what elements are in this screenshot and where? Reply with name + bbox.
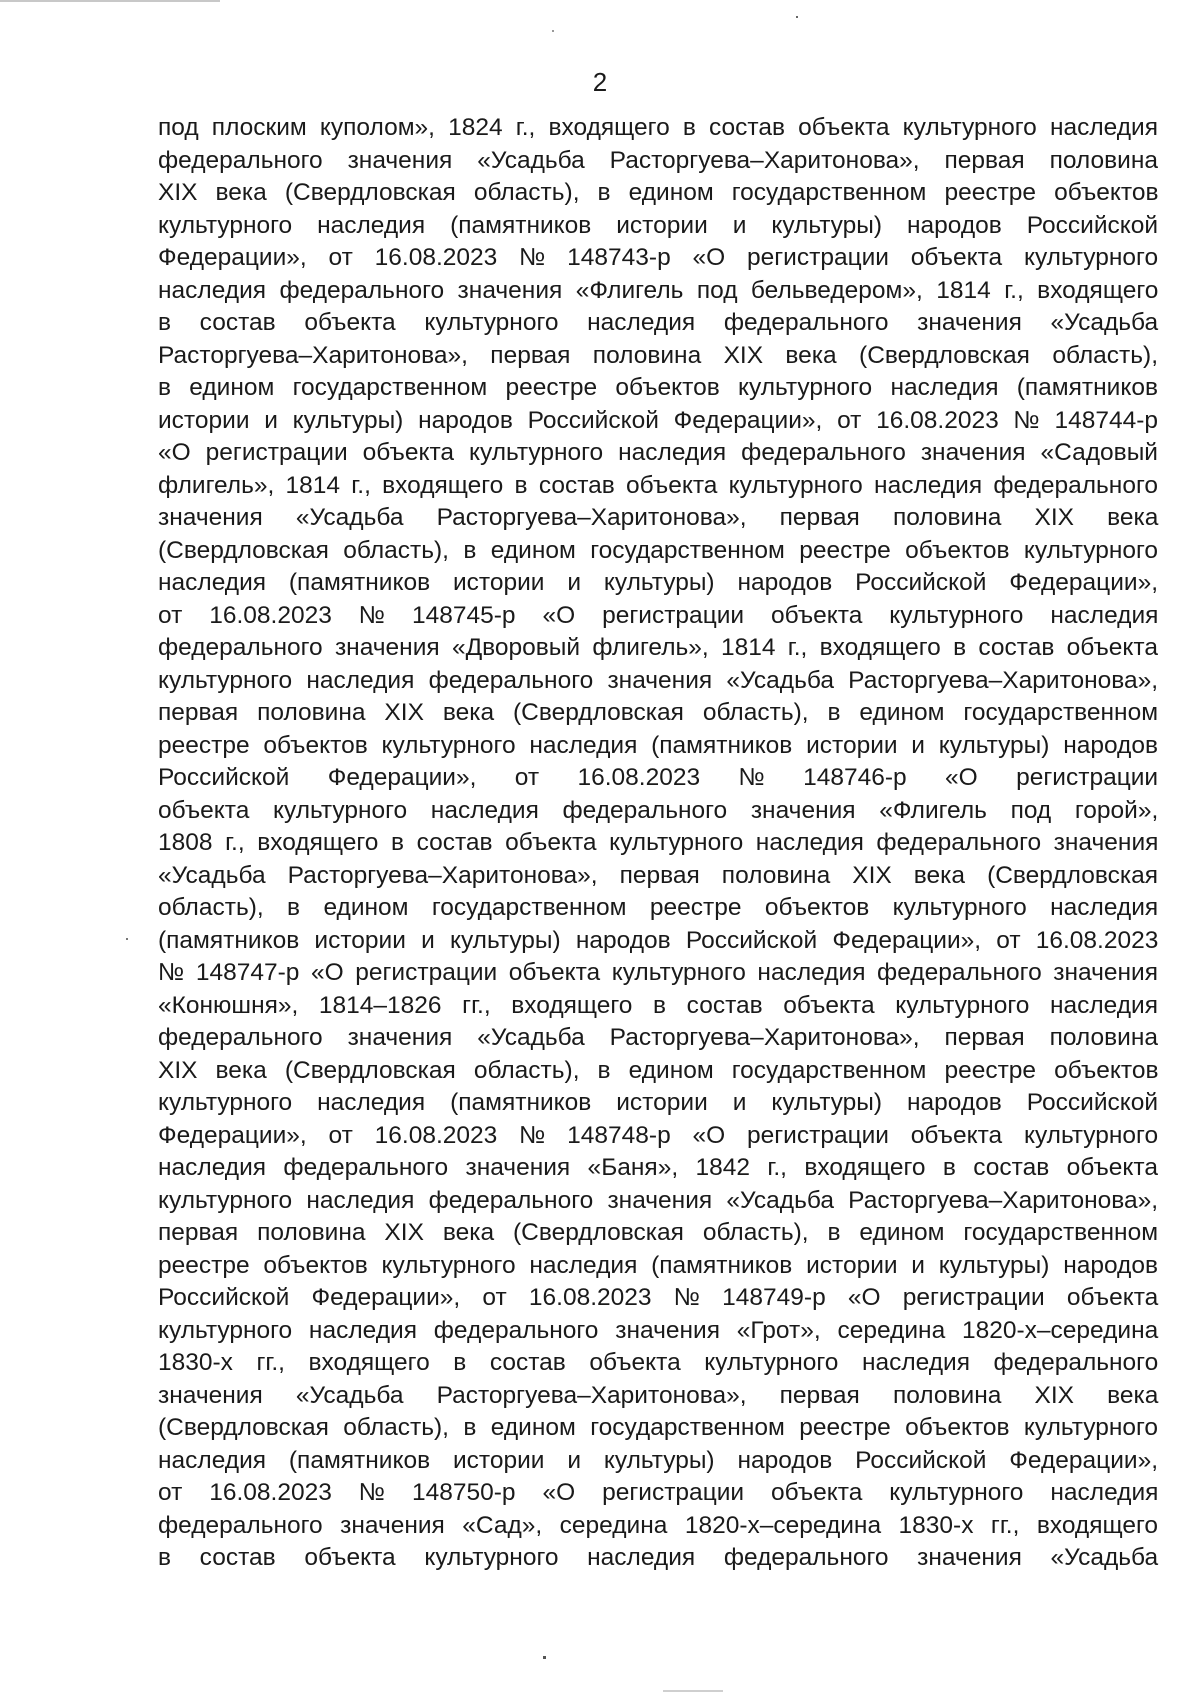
- text-line: культурного наследия федерального значения «Грот», середина 1820-х–середина: [158, 1316, 1159, 1344]
- text-line: федерального значения «Дворовый флигель», 1814 г., входящего в состав объекта: [158, 634, 1158, 661]
- text-line: (Свердловская область), в едином государственном реестре объектов культурного: [158, 1414, 1159, 1441]
- text-line: в состав объекта культурного наследия федерального значения «Усадьба: [158, 309, 1159, 336]
- text-line: истории и культуры) народов Российской Федерации», от 16.08.2023 № 148744-р: [158, 406, 1158, 434]
- text-line: под плоским куполом», 1824 г., входящего в состав объекта культурного наследия: [158, 114, 1158, 141]
- text-line: от 16.08.2023 № 148745-р «О регистрации объекта культурного наследия: [158, 601, 1159, 629]
- scan-speck: [796, 16, 798, 18]
- text-line: культурного наследия (памятников истории и культуры) народов Российской: [158, 1089, 1159, 1116]
- text-line: наследия федерального значения «Баня», 1842 г., входящего в состав объекта: [158, 1154, 1158, 1181]
- text-line: XIX века (Свердловская область), в едином государственном реестре объектов: [158, 179, 1159, 206]
- text-line: от 16.08.2023 № 148750-р «О регистрации объекта культурного наследия: [158, 1479, 1159, 1506]
- text-line: Федерации», от 16.08.2023 № 148748-р «О регистрации объекта культурного: [158, 1121, 1159, 1149]
- text-line: Расторгуева–Харитонова», первая половина XIX века (Свердловская область),: [158, 341, 1158, 369]
- scan-speck: [126, 938, 128, 940]
- text-line: «О регистрации объекта культурного наследия федерального значения «Садовый: [158, 439, 1158, 466]
- text-line: реестре объектов культурного наследия (памятников истории и культуры) народов: [158, 731, 1158, 759]
- text-line: в едином государственном реестре объектов культурного наследия (памятников: [158, 374, 1158, 401]
- text-line: XIX века (Свердловская область), в едином государственном реестре объектов: [158, 1056, 1159, 1084]
- text-line: наследия (памятников истории и культуры) народов Российской Федерации»,: [158, 569, 1158, 596]
- text-line: «Конюшня», 1814–1826 гг., входящего в состав объекта культурного наследия: [158, 991, 1158, 1019]
- text-line: наследия федерального значения «Флигель под бельведером», 1814 г., входящего: [158, 276, 1159, 304]
- text-line: (памятников истории и культуры) народов Российской Федерации», от 16.08.2023: [158, 926, 1159, 954]
- text-line: первая половина XIX века (Свердловская область), в едином государственном: [158, 1219, 1159, 1246]
- text-line: область), в едином государственном реестре объектов культурного наследия: [158, 894, 1159, 921]
- page-number: 2: [592, 67, 608, 97]
- text-line: 1830-х гг., входящего в состав объекта культурного наследия федерального: [158, 1349, 1159, 1376]
- text-line: 1808 г., входящего в состав объекта культурного наследия федерального значения: [158, 829, 1159, 856]
- text-line: Российской Федерации», от 16.08.2023 № 148749-р «О регистрации объекта: [158, 1284, 1159, 1311]
- text-line: первая половина XIX века (Свердловская область), в едином государственном: [158, 699, 1159, 726]
- text-line: культурного наследия (памятников истории и культуры) народов Российской: [158, 211, 1159, 239]
- text-line: в состав объекта культурного наследия федерального значения «Усадьба: [158, 1544, 1159, 1571]
- body-paragraph: [158, 112, 1158, 1575]
- text-line: флигель», 1814 г., входящего в состав объекта культурного наследия федерального: [158, 471, 1158, 499]
- text-line: культурного наследия федерального значения «Усадьба Расторгуева–Харитонова»,: [158, 666, 1159, 694]
- text-line: значения «Усадьба Расторгуева–Харитонова», первая половина XIX века: [158, 504, 1159, 531]
- text-line: наследия (памятников истории и культуры) народов Российской Федерации»,: [158, 1446, 1158, 1474]
- scan-edge-mark: [0, 0, 220, 2]
- text-line: Российской Федерации», от 16.08.2023 № 148746-р «О регистрации: [158, 764, 1159, 791]
- text-line: Федерации», от 16.08.2023 № 148743-р «О регистрации объекта культурного: [158, 244, 1159, 271]
- text-line: федерального значения «Усадьба Расторгуева–Харитонова», первая половина: [158, 1024, 1158, 1051]
- scan-edge-mark: [663, 1690, 723, 1692]
- text-line: № 148747-р «О регистрации объекта культурного наследия федерального значения: [158, 959, 1158, 986]
- text-line: (Свердловская область), в едином государственном реестре объектов культурного: [158, 536, 1159, 564]
- text-line: реестре объектов культурного наследия (памятников истории и культуры) народов: [158, 1251, 1158, 1279]
- text-line: значения «Усадьба Расторгуева–Харитонова», первая половина XIX века: [158, 1381, 1159, 1409]
- scan-speck: [543, 1656, 546, 1659]
- scan-speck: [552, 30, 554, 32]
- text-line: федерального значения «Сад», середина 1820-х–середина 1830-х гг., входящего: [158, 1511, 1158, 1539]
- text-line: объекта культурного наследия федерального значения «Флигель под горой»,: [158, 796, 1159, 824]
- text-line: культурного наследия федерального значения «Усадьба Расторгуева–Харитонова»,: [158, 1186, 1159, 1214]
- text-line: «Усадьба Расторгуева–Харитонова», первая половина XIX века (Свердловская: [158, 861, 1158, 889]
- text-line: федерального значения «Усадьба Расторгуева–Харитонова», первая половина: [158, 146, 1158, 174]
